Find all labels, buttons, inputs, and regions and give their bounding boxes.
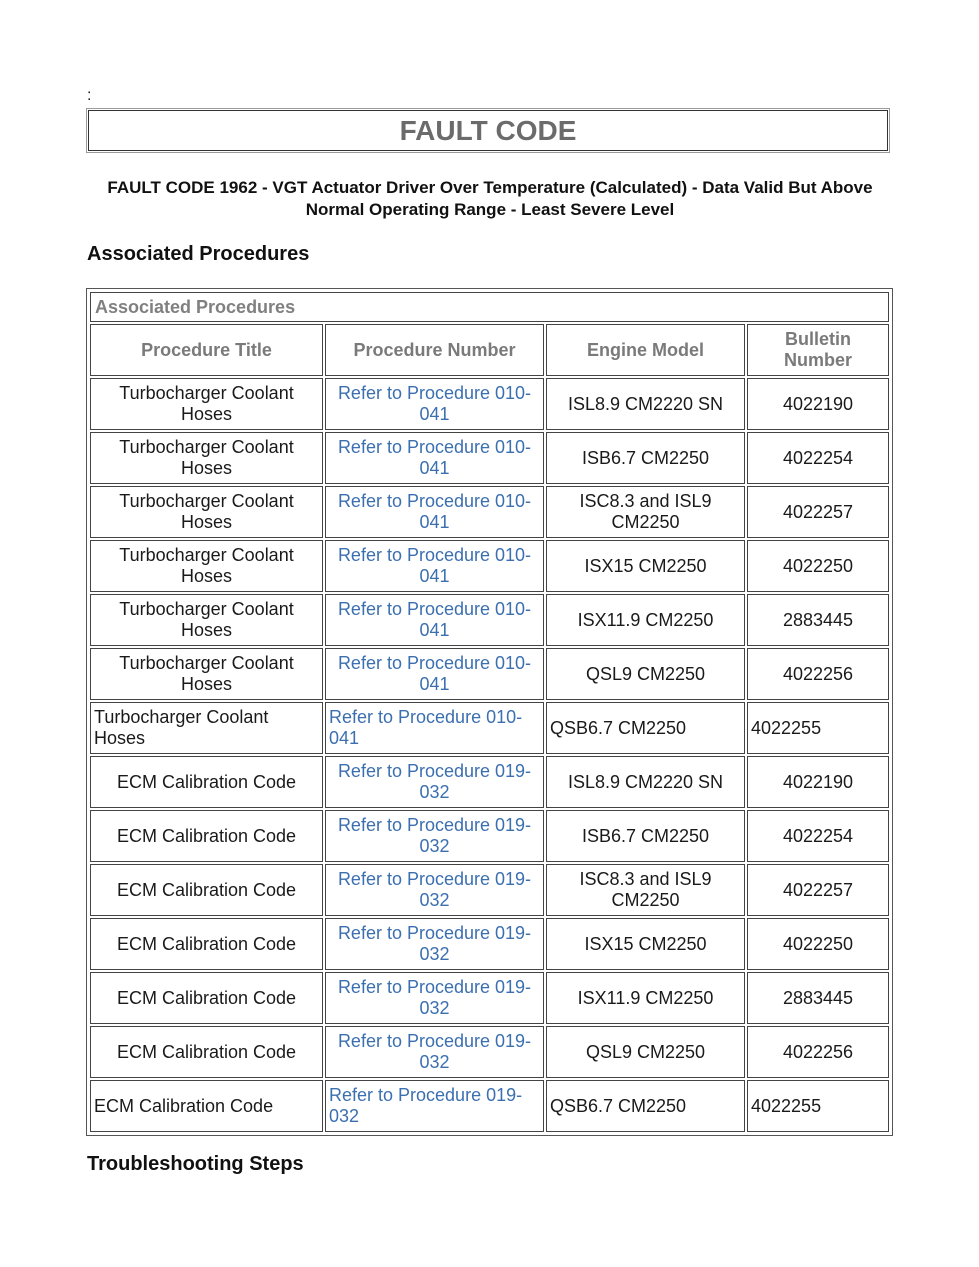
bulletin-number-cell: 2883445 [747,594,889,646]
column-header-procedure-title: Procedure Title [90,324,323,376]
procedure-title-cell: ECM Calibration Code [90,918,323,970]
engine-model-cell: QSB6.7 CM2250 [546,702,745,754]
procedure-title-cell: Turbocharger Coolant Hoses [90,702,323,754]
table-row [90,594,889,646]
procedure-link[interactable]: Refer to Procedure 019-032 [325,1026,544,1078]
table-row [90,918,889,970]
procedure-link[interactable]: Refer to Procedure 019-032 [325,918,544,970]
bulletin-number-cell: 4022256 [747,1026,889,1078]
engine-model-cell: ISX11.9 CM2250 [546,594,745,646]
procedure-title-cell: Turbocharger Coolant Hoses [90,432,323,484]
engine-model-cell: QSL9 CM2250 [546,648,745,700]
procedure-link[interactable]: Refer to Procedure 010-041 [325,594,544,646]
table-row [90,972,889,1024]
engine-model-cell: ISX15 CM2250 [546,918,745,970]
procedure-title-cell: ECM Calibration Code [90,864,323,916]
column-header-procedure-number: Procedure Number [325,324,544,376]
engine-model-cell: QSL9 CM2250 [546,1026,745,1078]
procedure-link[interactable]: Refer to Procedure 019-032 [325,864,544,916]
engine-model-cell: ISX15 CM2250 [546,540,745,592]
table-row [90,756,889,808]
bulletin-number-cell: 4022257 [747,486,889,538]
bulletin-number-cell: 4022250 [747,540,889,592]
bulletin-number-cell: 4022256 [747,648,889,700]
bulletin-number-cell: 4022254 [747,810,889,862]
table-row [90,864,889,916]
column-header-bulletin-number: Bulletin Number [747,324,889,376]
bulletin-number-cell: 4022255 [747,1080,889,1132]
fault-code-description: FAULT CODE 1962 - VGT Actuator Driver Over Temperature (Calculated) - Data Valid But Above Normal Operating Range - Least Severe Level [107,178,873,219]
engine-model-cell: ISC8.3 and ISL9 CM2250 [546,864,745,916]
page-colon: : [87,87,92,104]
procedure-title-cell: ECM Calibration Code [90,756,323,808]
procedure-title-cell: Turbocharger Coolant Hoses [90,486,323,538]
procedure-link[interactable]: Refer to Procedure 010-041 [325,702,544,754]
procedure-link[interactable]: Refer to Procedure 010-041 [325,432,544,484]
bulletin-number-cell: 4022254 [747,432,889,484]
bulletin-number-cell: 4022250 [747,918,889,970]
table-row [90,432,889,484]
engine-model-cell: QSB6.7 CM2250 [546,1080,745,1132]
procedure-title-cell: Turbocharger Coolant Hoses [90,648,323,700]
engine-model-cell: ISX11.9 CM2250 [546,972,745,1024]
procedure-title-cell: Turbocharger Coolant Hoses [90,540,323,592]
engine-model-cell: ISB6.7 CM2250 [546,810,745,862]
procedure-title-cell: ECM Calibration Code [90,810,323,862]
procedure-title-cell: ECM Calibration Code [90,972,323,1024]
engine-model-cell: ISL8.9 CM2220 SN [546,378,745,430]
table-caption: Associated Procedures [90,292,889,322]
engine-model-cell: ISB6.7 CM2250 [546,432,745,484]
procedure-title-cell: Turbocharger Coolant Hoses [90,594,323,646]
associated-procedures-table [86,288,893,1136]
procedure-link[interactable]: Refer to Procedure 010-041 [325,486,544,538]
table-row [90,1080,889,1132]
procedure-title-cell: ECM Calibration Code [90,1080,323,1132]
table-row [90,486,889,538]
fault-code-banner: FAULT CODE [88,110,888,151]
procedure-link[interactable]: Refer to Procedure 019-032 [325,972,544,1024]
table-row [90,648,889,700]
associated-procedures-heading: Associated Procedures [87,243,310,265]
procedure-link[interactable]: Refer to Procedure 019-032 [325,756,544,808]
engine-model-cell: ISL8.9 CM2220 SN [546,756,745,808]
procedure-title-cell: ECM Calibration Code [90,1026,323,1078]
table-row [90,810,889,862]
bulletin-number-cell: 4022190 [747,756,889,808]
engine-model-cell: ISC8.3 and ISL9 CM2250 [546,486,745,538]
table-row [90,702,889,754]
bulletin-number-cell: 4022190 [747,378,889,430]
troubleshooting-steps-heading: Troubleshooting Steps [87,1153,304,1175]
table-row [90,1026,889,1078]
bulletin-number-cell: 4022257 [747,864,889,916]
procedure-link[interactable]: Refer to Procedure 010-041 [325,648,544,700]
bulletin-number-cell: 4022255 [747,702,889,754]
column-header-engine-model: Engine Model [546,324,745,376]
table-row [90,540,889,592]
procedure-link[interactable]: Refer to Procedure 010-041 [325,540,544,592]
procedure-link[interactable]: Refer to Procedure 019-032 [325,810,544,862]
table-row [90,378,889,430]
procedure-link[interactable]: Refer to Procedure 019-032 [325,1080,544,1132]
bulletin-number-cell: 2883445 [747,972,889,1024]
procedure-title-cell: Turbocharger Coolant Hoses [90,378,323,430]
procedure-link[interactable]: Refer to Procedure 010-041 [325,378,544,430]
